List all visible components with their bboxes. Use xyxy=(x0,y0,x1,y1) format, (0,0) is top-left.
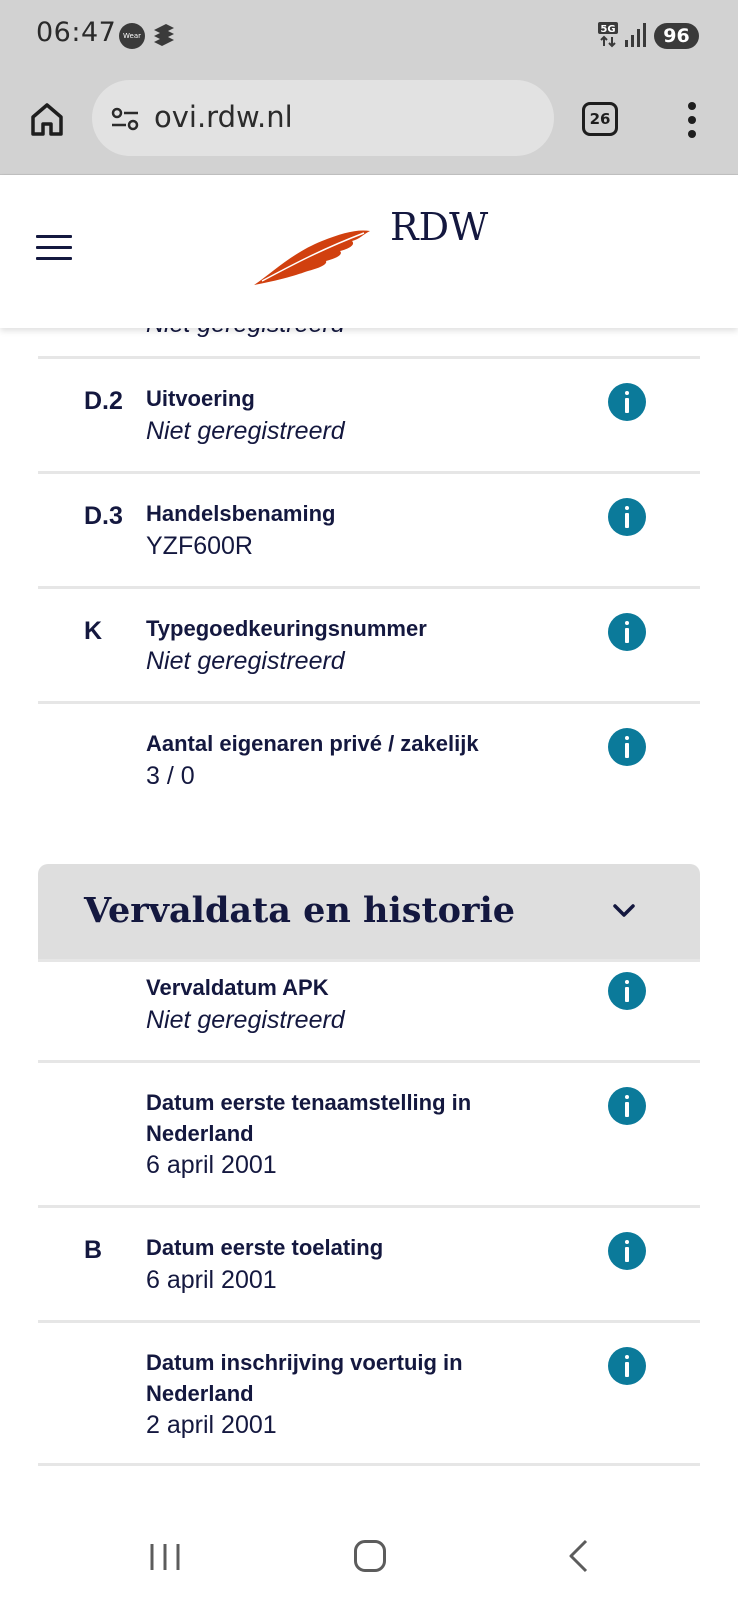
url-text[interactable]: ovi.rdw.nl xyxy=(154,100,293,134)
info-icon[interactable] xyxy=(608,1087,646,1125)
row-label: Datum eerste toelating xyxy=(146,1235,384,1260)
chevron-down-icon[interactable] xyxy=(610,900,638,922)
row-value: YZF600R xyxy=(146,532,253,560)
network-label: 5G xyxy=(600,24,616,35)
vehicle-details-content xyxy=(0,328,738,1500)
layers-icon xyxy=(150,21,178,49)
more-options-icon[interactable] xyxy=(682,100,702,140)
rdw-logo-text: RDW xyxy=(390,205,489,249)
tab-switcher-button[interactable]: 26 xyxy=(582,102,618,136)
address-bar[interactable] xyxy=(92,80,554,156)
detail-row xyxy=(38,1320,700,1466)
row-value: 2 april 2001 xyxy=(146,1411,277,1439)
row-value: Niet geregistreerd xyxy=(146,417,345,445)
row-value: 3 / 0 xyxy=(146,762,195,790)
info-icon[interactable] xyxy=(608,1347,646,1385)
detail-row xyxy=(38,944,700,1062)
info-icon[interactable] xyxy=(608,383,646,421)
row-label: Datum inschrijving voertuig in Nederland xyxy=(146,1350,463,1406)
detail-row xyxy=(38,1205,700,1323)
detail-row xyxy=(38,471,700,589)
network-5g-icon xyxy=(597,20,619,48)
recent-apps-icon[interactable] xyxy=(148,1542,182,1572)
row-code: K xyxy=(84,617,103,645)
row-label: Handelsbenaming xyxy=(146,501,336,526)
row-label: Vervaldatum APK xyxy=(146,975,329,1000)
status-bar xyxy=(0,0,738,70)
info-icon[interactable] xyxy=(608,1232,646,1270)
home-button-icon[interactable] xyxy=(354,1540,386,1572)
status-time: 06:47 xyxy=(36,17,117,48)
wear-os-icon: Wear xyxy=(119,23,145,49)
browser-toolbar xyxy=(0,70,738,175)
row-value: 6 april 2001 xyxy=(146,1266,277,1294)
info-icon[interactable] xyxy=(608,498,646,536)
row-value: 6 april 2001 xyxy=(146,1151,277,1179)
section-title: Vervaldata en historie xyxy=(84,890,516,931)
detail-row xyxy=(38,1060,700,1206)
detail-row xyxy=(38,356,700,474)
hamburger-menu-icon[interactable] xyxy=(36,235,72,261)
row-label: Aantal eigenaren privé / zakelijk xyxy=(146,731,479,756)
row-label: Uitvoering xyxy=(146,386,255,411)
home-icon[interactable] xyxy=(28,100,66,138)
row-code: B xyxy=(84,1236,103,1264)
site-header xyxy=(0,175,738,328)
detail-row xyxy=(38,701,700,819)
system-navigation-bar xyxy=(0,1500,738,1600)
row-code: D.2 xyxy=(84,387,123,415)
signal-icon xyxy=(624,22,646,48)
info-icon[interactable] xyxy=(608,728,646,766)
row-label: Datum eerste tenaamstelling in Nederland xyxy=(146,1090,472,1146)
back-icon[interactable] xyxy=(566,1538,590,1574)
battery-indicator: 96 xyxy=(654,23,699,49)
info-icon[interactable] xyxy=(608,613,646,651)
row-label: Typegoedkeuringsnummer xyxy=(146,616,427,641)
row-value: Niet geregistreerd xyxy=(146,647,345,675)
row-code: D.3 xyxy=(84,502,123,530)
detail-row xyxy=(38,586,700,704)
rdw-feather-logo[interactable] xyxy=(252,223,372,289)
row-value: Niet geregistreerd xyxy=(146,1006,345,1034)
site-settings-icon[interactable] xyxy=(110,106,140,132)
info-icon[interactable] xyxy=(608,972,646,1010)
